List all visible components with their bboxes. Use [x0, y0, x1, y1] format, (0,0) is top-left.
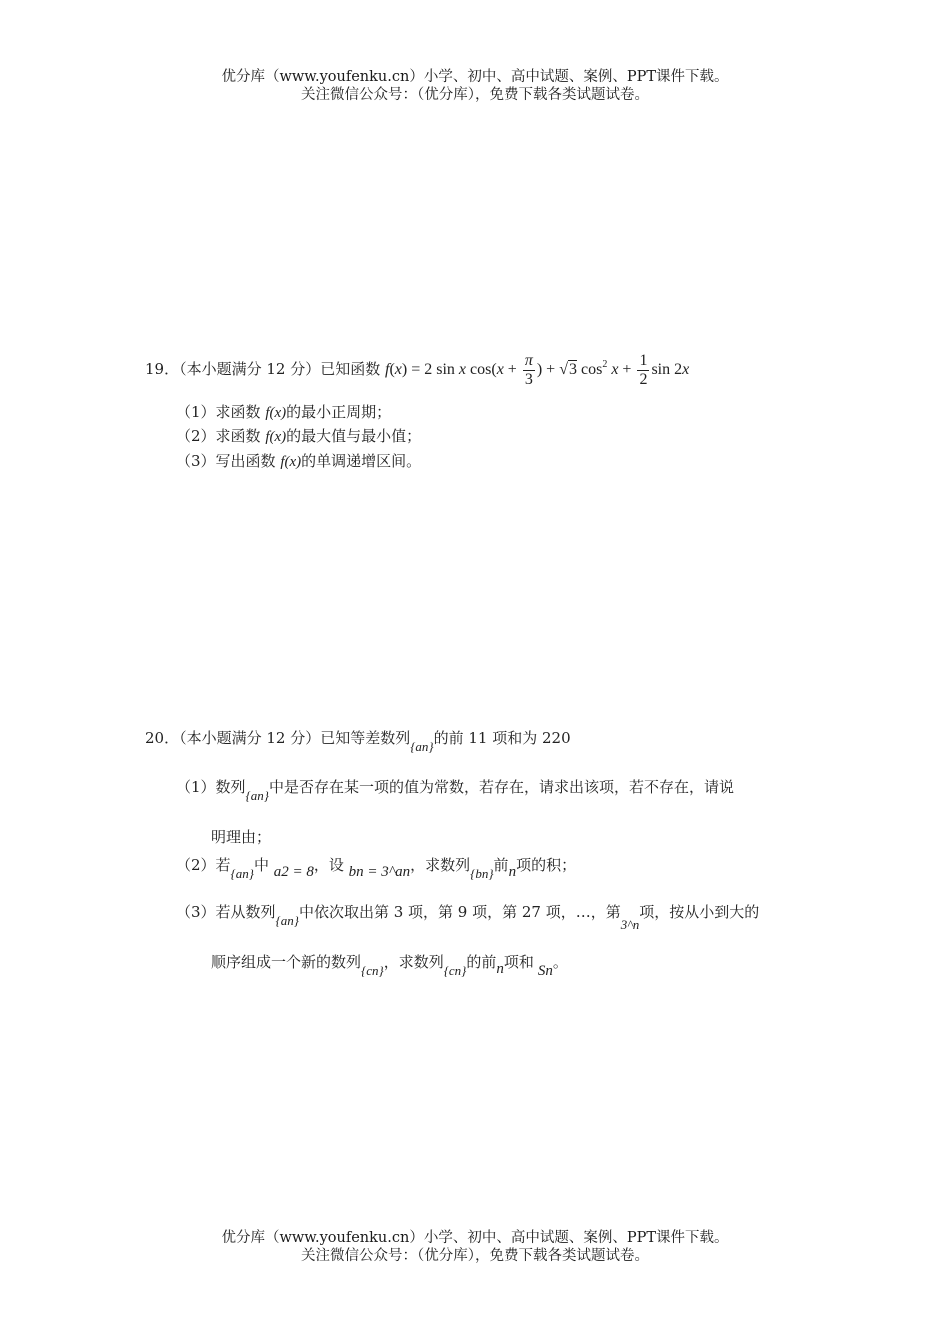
q20-part-1 [176, 776, 734, 804]
q19-p3-text: 的单调递增区间。 [301, 452, 422, 470]
header-line-1: 优分库（www.youfenku.cn）小学、初中、高中试题、案例、PPT课件下载。 [221, 69, 729, 85]
q20-p3-pow: 3^n [620, 917, 640, 932]
q20-p2-seq: {an} [230, 866, 254, 881]
q20-p3-end: 。 [552, 953, 568, 971]
q20-p3-seq3: {cn} [443, 963, 467, 978]
q19-part-2 [176, 425, 421, 446]
footer-line-1: 优分库（www.youfenku.cn）小学、初中、高中试题、案例、PPT课件下载。 [221, 1230, 729, 1246]
q20-p2-front: 前 [493, 856, 509, 874]
q19-p1-func: f(x) [265, 405, 287, 421]
q19-p3-func: f(x) [280, 454, 302, 470]
q20-intro-seq: {an} [410, 739, 434, 754]
q20-p2-tail: 项的积； [516, 856, 577, 874]
q19-part-3 [176, 450, 421, 471]
q20-p1-label: （1）数列 [176, 778, 246, 796]
q20-p2-set: ，设 [313, 856, 344, 874]
q19-formula: f(x) = 2 sin x cos(x + $\frac{\pi}{3}$ ) + √3 $\cos^2 x$ + $\frac{1}{2}$ sin 2x [385, 352, 690, 388]
q19-p2-label: （2）求函数 [176, 427, 261, 445]
q20-p3-seq2: {cn} [361, 963, 384, 978]
q20-p3-n: n [496, 961, 504, 977]
q20-p2-label: （2）若 [176, 856, 231, 874]
q19-p2-func: f(x) [265, 429, 287, 445]
q19-p1-text: 的最小正周期； [286, 403, 392, 421]
q20-statement [145, 727, 571, 755]
q20-p1-seq: {an} [245, 788, 269, 803]
q20-p3-label: （3）若从数列 [176, 903, 276, 921]
q19-intro: （本小题满分 12 分）已知函数 [179, 360, 381, 379]
q20-p3-front: 的前 [466, 953, 497, 971]
q20-p2-ask: ，求数列 [410, 856, 471, 874]
q20-p2-mid: 中 [253, 856, 269, 874]
q19-p3-label: （3）写出函数 [176, 452, 276, 470]
q19-part-1 [176, 401, 391, 422]
q20-p3-ask: ，求数列 [383, 953, 444, 971]
q20-p3-S: Sn [537, 963, 553, 979]
footer-line-2: 关注微信公众号：（优分库），免费下载各类试题试卷。 [301, 1248, 649, 1264]
q20-intro: （本小题满分 12 分）已知等差数列 [179, 729, 411, 747]
q20-p3-cont: 顺序组成一个新的数列 [211, 953, 362, 971]
q20-part-3 [176, 901, 759, 933]
q20-part-1-cont [211, 826, 271, 847]
q20-number: 20． [145, 729, 180, 747]
q20-intro-tail: 的前 11 项和为 220 [433, 729, 571, 747]
q20-p1-cont: 明理由； [211, 828, 272, 846]
page-header [0, 68, 950, 104]
q19-number: 19． [145, 360, 180, 379]
q20-part-2 [176, 854, 576, 882]
q20-part-3-cont [211, 951, 568, 980]
page-footer [0, 1229, 950, 1265]
q20-p1-text: 中是否存在某一项的值为常数，若存在，请求出该项，若不存在，请说 [268, 778, 734, 796]
q20-p3-text: 中依次取出第 3 项，第 9 项，第 27 项，…，第 [298, 903, 621, 921]
q20-p3-sum: 项和 [503, 953, 534, 971]
q20-p2-cond: a2 = 8 [273, 864, 314, 880]
header-line-2: 关注微信公众号：（优分库），免费下载各类试题试卷。 [301, 87, 649, 103]
q20-p3-tail: 项，按从小到大的 [639, 903, 760, 921]
q19-p1-label: （1）求函数 [176, 403, 261, 421]
q20-p2-n: n [508, 864, 517, 880]
q19-statement [145, 352, 689, 389]
q20-p3-seq: {an} [275, 913, 299, 928]
q19-p2-text: 的最大值与最小值； [286, 427, 422, 445]
q20-p2-seq2: {bn} [470, 866, 494, 881]
q20-p2-def: bn = 3^an [348, 864, 411, 880]
